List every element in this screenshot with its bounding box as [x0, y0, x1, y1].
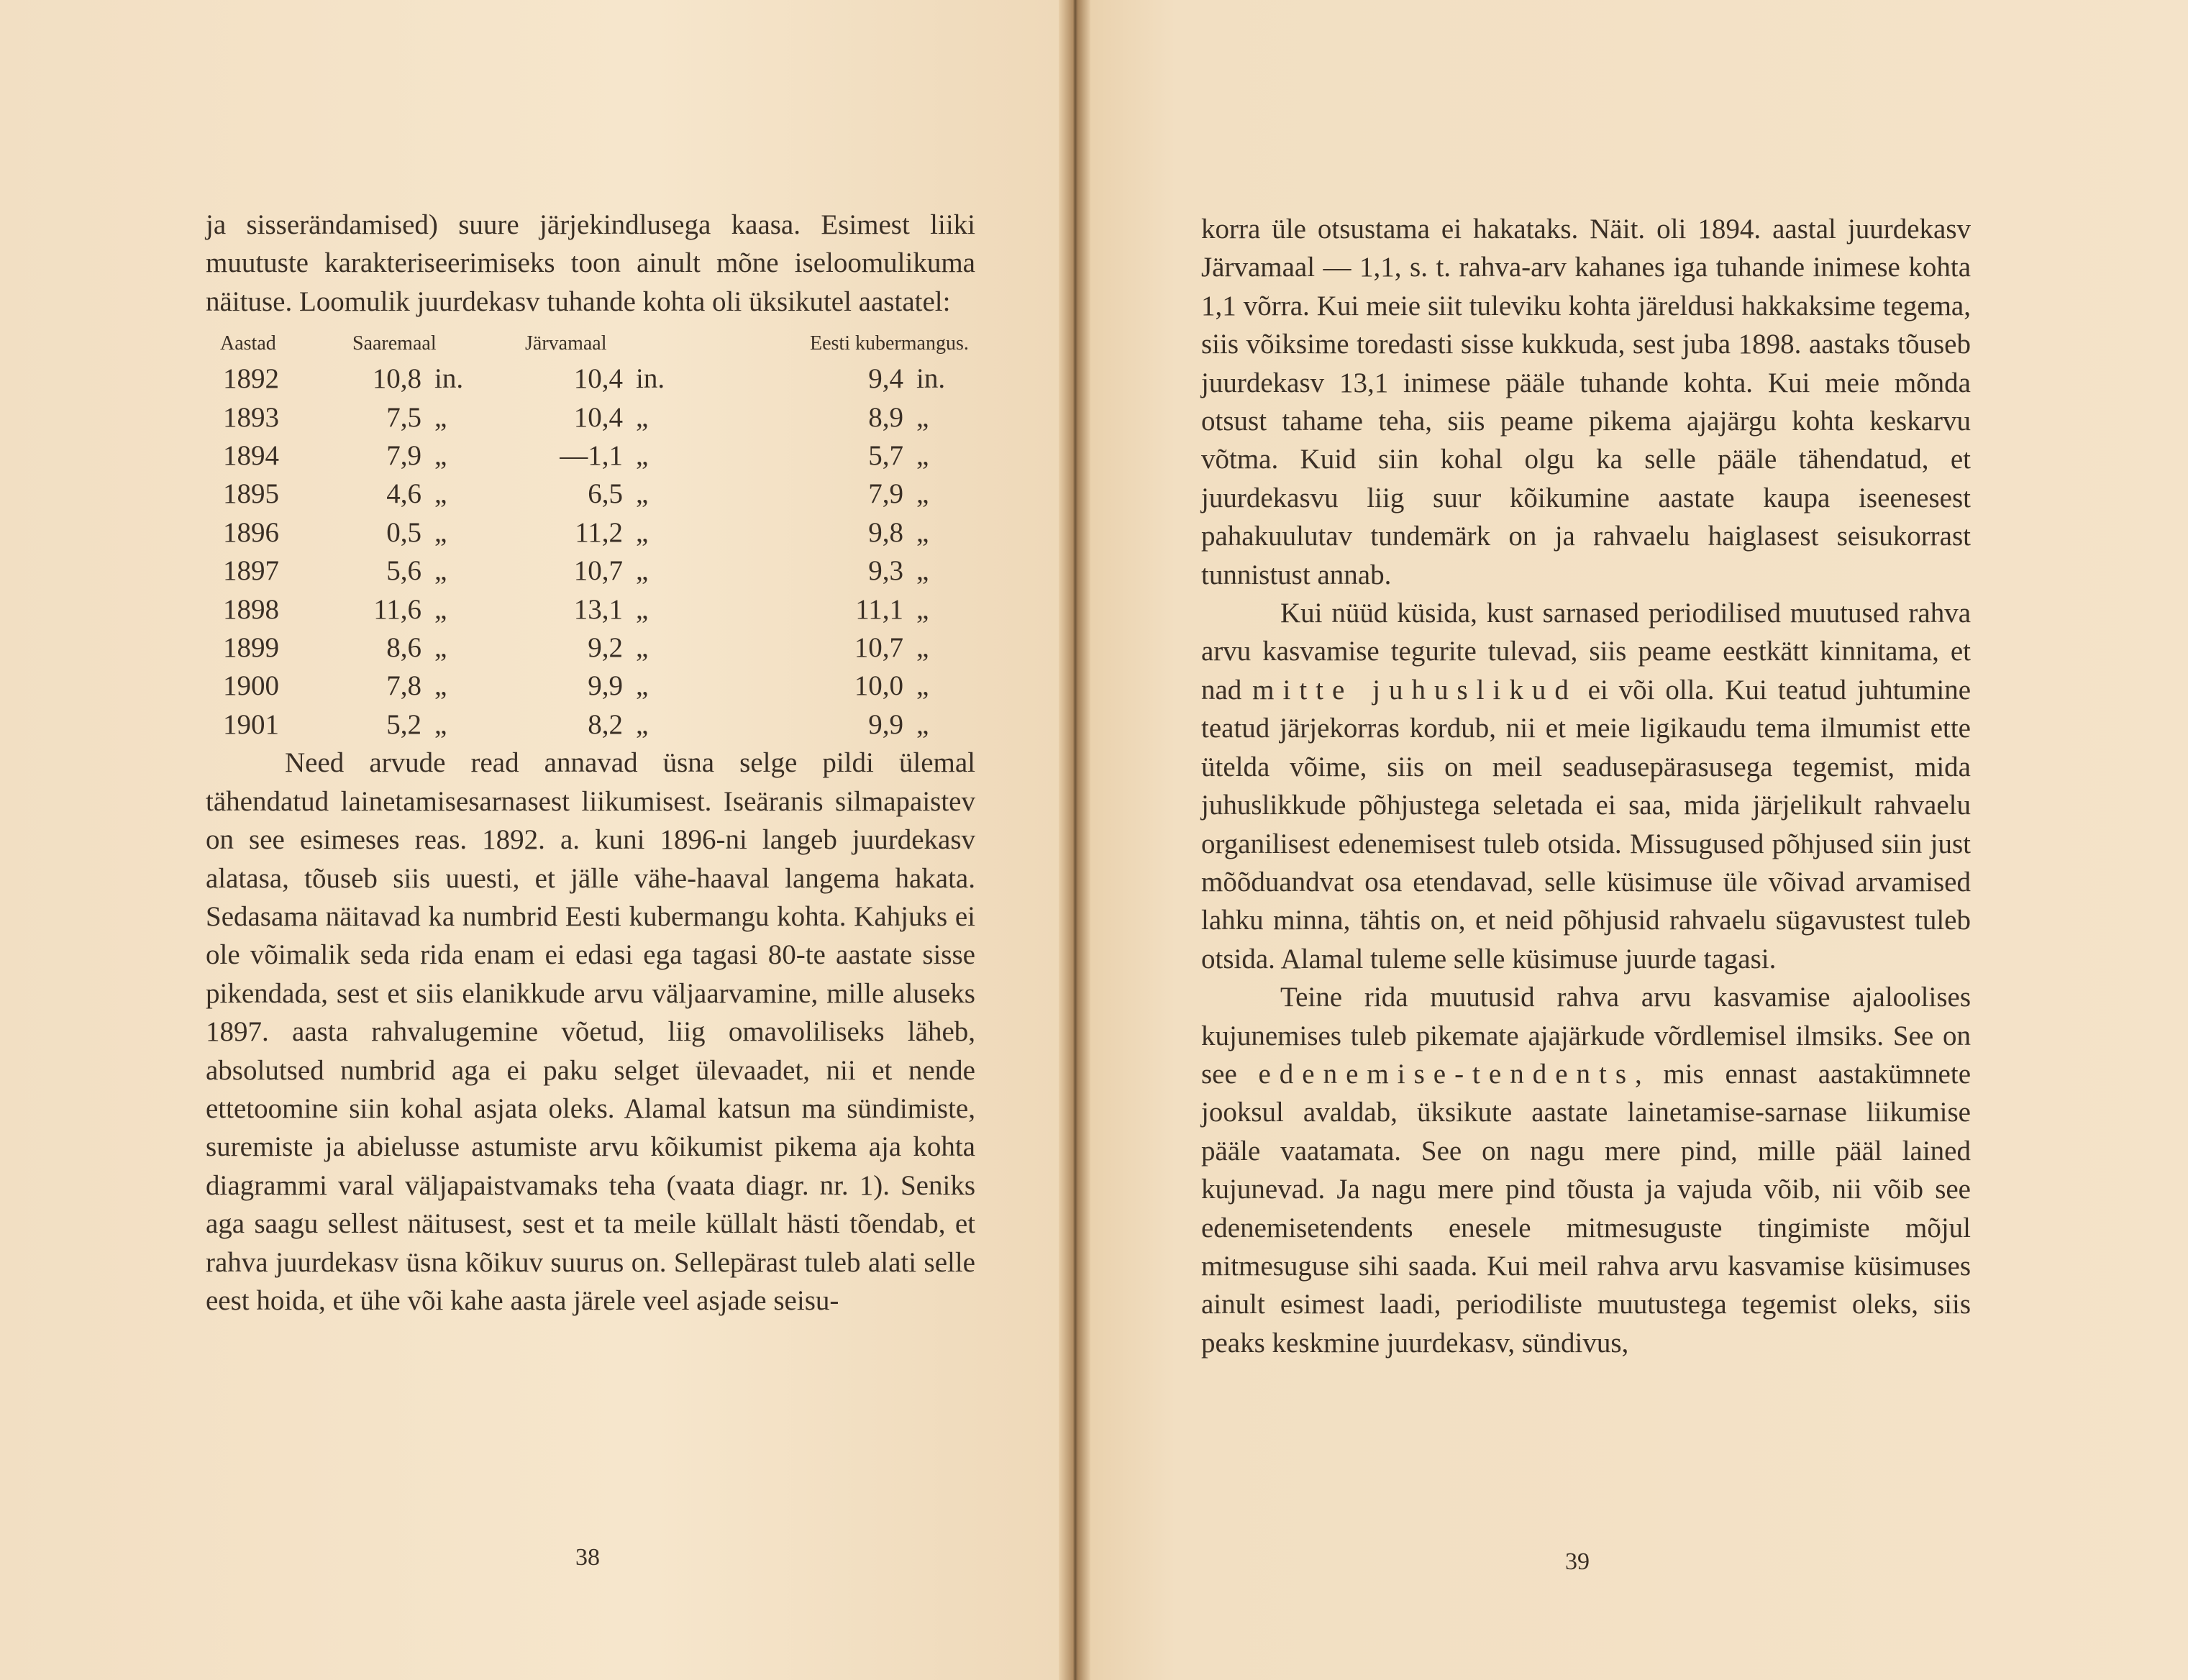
jarvamaa-unit: „: [636, 593, 649, 625]
year-value: 1896: [223, 516, 279, 548]
year-value: 1894: [223, 440, 279, 472]
saaremaa-unit: „: [434, 555, 447, 587]
year-value: 1893: [223, 401, 279, 433]
saaremaa-cell: [342, 475, 522, 513]
saaremaa-cell: [342, 706, 522, 744]
eesti-unit: „: [916, 478, 929, 510]
eesti-unit: „: [916, 555, 929, 587]
saaremaa-cell: [342, 590, 522, 629]
jarvamaa-value: —1,1: [560, 440, 623, 472]
saaremaa-unit: „: [434, 670, 447, 702]
year-cell: [206, 590, 342, 629]
eesti-value: 10,7: [854, 632, 903, 664]
book-gutter: [1059, 0, 1090, 1680]
table-row: [206, 706, 975, 744]
jarvamaa-value: 6,5: [588, 478, 623, 510]
jarvamaa-unit: „: [636, 440, 649, 472]
jarvamaa-cell: [522, 398, 745, 437]
saaremaa-unit: „: [434, 401, 447, 433]
year-cell: [206, 629, 342, 667]
jarvamaa-unit: „: [636, 632, 649, 664]
saaremaa-unit: „: [434, 516, 447, 548]
paragraph: korra üle otsustama ei hakataks. Näit. oli 1894. aastal juurdekasv Järvamaal — 1,1, s. t. rahva-arv kahanes iga tuhande inimese kohta 1,1 võrra. Kui meie siit tuleviku kohta järeldusi hakkaksime tegema, siis võiksime toredasti sisse kukkuda, sest juba 1898. aastaks tõuseb juurdekasv 13,1 inimese pääle tuhande kohta. Kui meie mõnda otsust tahame teha, siis peame pikema ajajärgu kohta keskarvu võtma. Kuid siin kohal olgu ka selle pääle tähendatud, et juurdekasvu liig suur kõikumine aastate kaupa iseenesest pahakuulutav tundemärk on ja rahvaelu haiglasest seisukorrast tunnistust annab.: [1201, 214, 1971, 590]
page-number: 39: [1565, 1548, 1590, 1575]
year-value: 1900: [223, 670, 279, 702]
eesti-cell: [745, 706, 975, 744]
jarvamaa-value: 10,7: [573, 555, 623, 587]
saaremaa-value: 8,6: [386, 632, 421, 664]
jarvamaa-unit: „: [636, 708, 649, 740]
eesti-unit: in.: [916, 363, 946, 395]
year-value: 1895: [223, 478, 279, 510]
table-body: [206, 360, 975, 744]
eesti-value: 7,9: [868, 478, 903, 510]
right-text-column: [1201, 210, 1971, 1362]
jarvamaa-value: 8,2: [588, 708, 623, 740]
eesti-cell: [745, 552, 975, 590]
saaremaa-unit: „: [434, 478, 447, 510]
paragraph: [1201, 978, 1971, 1362]
eesti-unit: „: [916, 593, 929, 625]
year-cell: [206, 513, 342, 552]
jarvamaa-cell: [522, 629, 745, 667]
jarvamaa-cell: [522, 437, 745, 475]
saaremaa-value: 11,6: [373, 593, 421, 625]
eesti-cell: [745, 475, 975, 513]
eesti-cell: [745, 437, 975, 475]
saaremaa-cell: [342, 667, 522, 705]
saaremaa-cell: [342, 437, 522, 475]
year-cell: [206, 706, 342, 744]
jarvamaa-value: 11,2: [575, 516, 623, 548]
left-text-column: [206, 206, 975, 1320]
year-cell: [206, 398, 342, 437]
jarvamaa-cell: [522, 475, 745, 513]
year-value: 1898: [223, 593, 279, 625]
saaremaa-unit: „: [434, 440, 447, 472]
year-cell: [206, 552, 342, 590]
jarvamaa-cell: [522, 590, 745, 629]
eesti-value: 8,9: [868, 401, 903, 433]
eesti-cell: [745, 667, 975, 705]
eesti-unit: „: [916, 401, 929, 433]
table-row: [206, 667, 975, 705]
jarvamaa-unit: „: [636, 670, 649, 702]
eesti-cell: [745, 590, 975, 629]
saaremaa-value: 7,8: [386, 670, 421, 702]
year-value: 1897: [223, 555, 279, 587]
eesti-value: 9,8: [868, 516, 903, 548]
jarvamaa-cell: [522, 513, 745, 552]
year-cell: [206, 475, 342, 513]
text-run: ei või olla. Kui teatud juhtumine teatud järjekorras kordub, nii et meie ligikaudu tema ilmumist ette ütelda võime, siis on meil seadusepärasusega tegemist, mida juhuslikkude põhjustega seletada ei saa, mida järjelikult rahvaelu organilisest edenemisest tuleb otsida. Missugused põhjused siin just mõõduandvat osa etendavad, selle küsimuse üle võivad arvamised lahku minna, tähtis on, et neid põhjusid rahvaelu sügavustest tuleb otsida. Alamal tuleme selle küsimuse juurde tagasi.: [1201, 674, 1972, 974]
saaremaa-unit: „: [434, 632, 447, 664]
table-row: [206, 552, 975, 590]
saaremaa-unit: „: [434, 593, 447, 625]
table-header-row: [206, 329, 975, 358]
paragraph: Need arvude read annavad üsna selge pildi ülemal tähendatud lainetamisesarnasest liikumisest. Iseäranis silmapaistev on see esimeses reas. 1892. a. kuni 1896-ni langeb juurdekasv alatasa, tõuseb siis uuesti, et jälle vähe-haaval langema hakata. Sedasama näitavad ka numbrid Eesti kubermangu kohta. Kahjuks ei ole võimalik seda rida enam ei edasi ega tagasi 80-te aastate sisse pikendada, sest et siis elanikkude arvu väljaarvamine, mille aluseks 1897. aasta rahvalugemine võetud, liig omavoliliseks läheb, absolutsed numbrid aga ei paku selget ülevaadet, nii et nende ettetoomine siin kohal asjata oleks. Alamal katsun ma sündimiste, suremiste ja abielusse astumiste arvu kõikumist pikema aja kohta diagrammi varal väljapaistvamaks teha (vaata diagr. nr. 1). Seniks aga saagu sellest näitusest, sest et ta meile küllalt hästi tõendab, et rahva juurdekasv üsna kõikuv suurus on. Sellepärast tuleb alati selle eest hoida, et ühe või kahe aasta järele veel asjade seisu-: [206, 747, 975, 1316]
page-number: 38: [575, 1544, 600, 1571]
eesti-value: 9,9: [868, 708, 903, 740]
jarvamaa-unit: „: [636, 401, 649, 433]
year-cell: [206, 437, 342, 475]
saaremaa-unit: „: [434, 708, 447, 740]
saaremaa-value: 5,6: [386, 555, 421, 587]
eesti-cell: [745, 398, 975, 437]
eesti-value: 9,3: [868, 555, 903, 587]
eesti-cell: [745, 513, 975, 552]
eesti-unit: „: [916, 516, 929, 548]
saaremaa-value: 10,8: [372, 363, 421, 395]
saaremaa-value: 4,6: [386, 478, 421, 510]
header-years: Aastad: [220, 332, 276, 355]
jarvamaa-unit: „: [636, 516, 649, 548]
table-row: [206, 437, 975, 475]
table-row: [206, 360, 975, 398]
eesti-value: 5,7: [868, 440, 903, 472]
jarvamaa-cell: [522, 706, 745, 744]
year-value: 1892: [223, 363, 279, 395]
eesti-unit: „: [916, 708, 929, 740]
jarvamaa-value: 10,4: [573, 363, 623, 395]
saaremaa-value: 7,5: [386, 401, 421, 433]
eesti-unit: „: [916, 632, 929, 664]
eesti-unit: „: [916, 670, 929, 702]
year-value: 1899: [223, 632, 279, 664]
paragraph: [1201, 594, 1971, 978]
table-row: [206, 513, 975, 552]
header-eesti: Eesti kubermangus.: [810, 332, 969, 355]
emphasized-text: edenemise-tendents: [1258, 1058, 1636, 1090]
jarvamaa-cell: [522, 552, 745, 590]
population-growth-table: [206, 329, 975, 744]
year-value: 1901: [223, 708, 279, 740]
saaremaa-cell: [342, 629, 522, 667]
eesti-value: 11,1: [855, 593, 903, 625]
text-run: Teine rida muutusid rahva arvu kasvamise ajaloolises kujunemises tuleb pikemate ajajärkude võrdlemisel ilmsiks. See on see: [1201, 982, 1971, 1090]
jarvamaa-unit: „: [636, 555, 649, 587]
saaremaa-value: 5,2: [386, 708, 421, 740]
jarvamaa-cell: [522, 667, 745, 705]
jarvamaa-cell: [522, 360, 745, 398]
header-saaremaa: Saaremaal: [352, 332, 437, 355]
table-row: [206, 398, 975, 437]
jarvamaa-unit: in.: [636, 363, 665, 395]
year-cell: [206, 360, 342, 398]
eesti-cell: [745, 360, 975, 398]
saaremaa-unit: in.: [434, 363, 464, 395]
saaremaa-cell: [342, 552, 522, 590]
jarvamaa-unit: „: [636, 478, 649, 510]
eesti-unit: „: [916, 440, 929, 472]
table-row: [206, 629, 975, 667]
jarvamaa-value: 10,4: [573, 401, 623, 433]
eesti-cell: [745, 629, 975, 667]
text-run: , mis ennast aastakümnete jooksul avaldab, üksikute aastate lainetamise-sarnase liikumise pääle vaatamata. See on nagu mere pind, mille pääl lained kujunevad. Ja nagu mere pind tõusta ja vajuda võib, nii võib see edenemisetendents enesele mitmesuguste tingimiste mõjul mitmesuguse sihi saada. Kui meil rahva arvu kasvamise küsimuses ainult esimest laadi, periodiliste muutustega tegemist oleks, siis peaks keskmine juurdekasv, sündivus,: [1201, 1058, 1971, 1359]
text-run: Kui nüüd küsida, kust sarnased periodilised muutused rahva arvu kasvamise tegurite tulevad, siis peame eestkätt kinnitama, et nad: [1201, 598, 1971, 706]
year-cell: [206, 667, 342, 705]
saaremaa-value: 0,5: [386, 516, 421, 548]
paragraph: ja sisserändamised) suure järjekindlusega kaasa. Esimest liiki muutuste karakteriseerimiseks toon ainult mõne iseloomulikuma näituse. Loomulik juurdekasv tuhande kohta oli üksikutel aastatel:: [206, 209, 975, 317]
table-row: [206, 475, 975, 513]
jarvamaa-value: 9,2: [588, 632, 623, 664]
header-jarvamaa: Järvamaal: [525, 332, 607, 355]
jarvamaa-value: 9,9: [588, 670, 623, 702]
eesti-value: 10,0: [854, 670, 903, 702]
emphasized-text: mitte juhuslikud: [1252, 674, 1577, 706]
table-row: [206, 590, 975, 629]
saaremaa-cell: [342, 513, 522, 552]
saaremaa-cell: [342, 360, 522, 398]
saaremaa-cell: [342, 398, 522, 437]
saaremaa-value: 7,9: [386, 440, 421, 472]
eesti-value: 9,4: [868, 363, 903, 395]
jarvamaa-value: 13,1: [573, 593, 623, 625]
